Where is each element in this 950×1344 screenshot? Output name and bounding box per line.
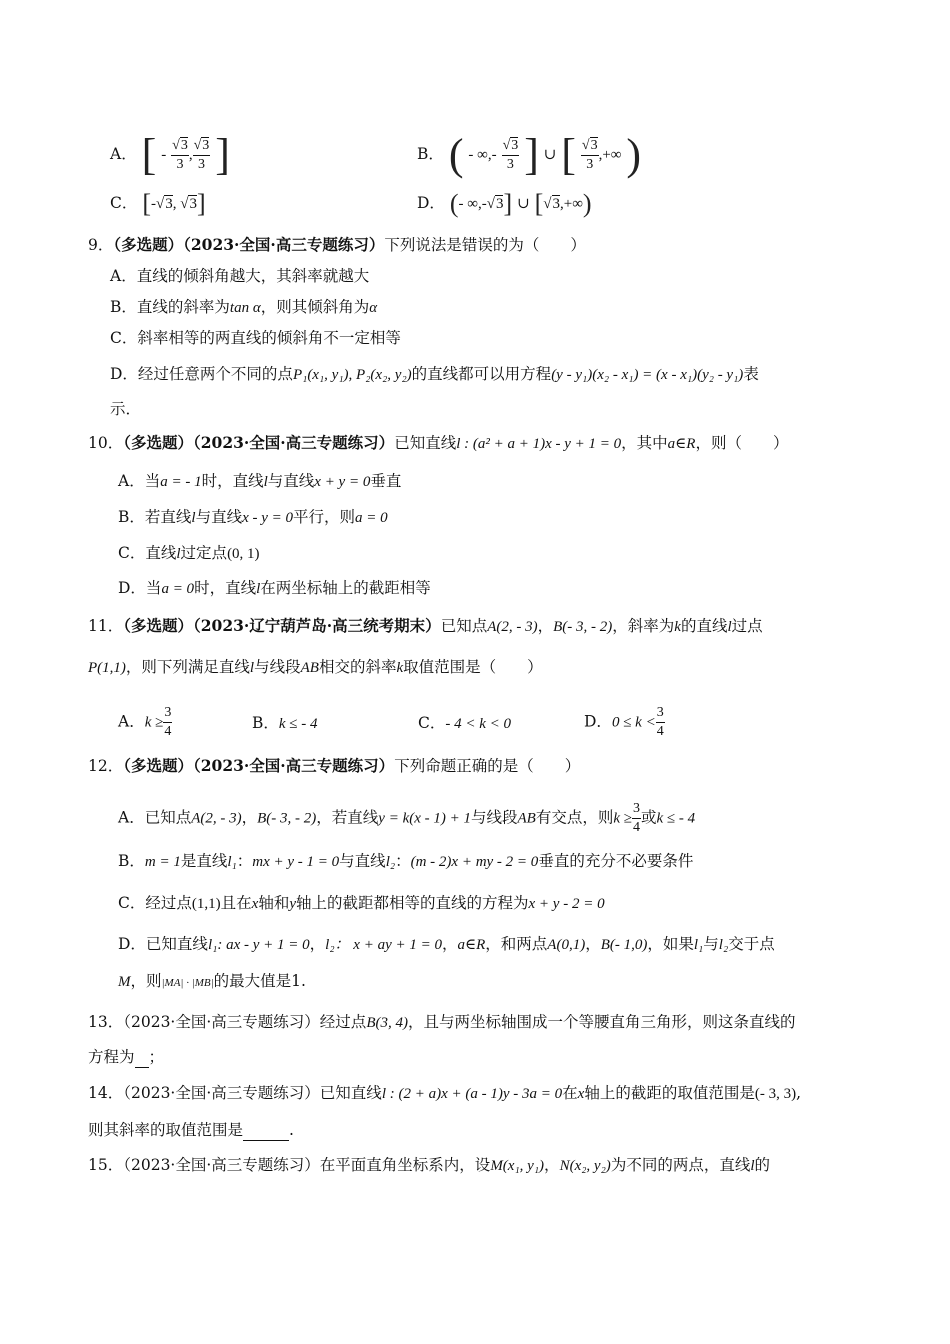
q12-option-a: A．已知点A(2, - 3)，B(- 3, - 2)，若直线y = k(x - 1) + 1与线段AB有交点，则k ≥ $\frac{3}{4}$ 或k ≤ - 4 — [118, 801, 696, 835]
q12-option-d-cont: M，则|MA| · |MB|的最大值是1. — [118, 972, 306, 990]
q8-option-d: D． (- ∞,-√3] ∪ [√3,+∞) — [417, 189, 592, 218]
right-bracket-icon: ] — [196, 189, 206, 218]
left-paren-icon: ( — [448, 130, 464, 179]
left-bracket-icon: [ — [141, 130, 157, 179]
q11-stem-cont: P(1,1)，则下列满足直线l与线段AB相交的斜率k取值范围是（ ） — [88, 658, 543, 676]
q14-stem-cont: 则其斜率的取值范围是 . — [88, 1121, 294, 1139]
q10-stem: 10．（多选题）（2023·全国·高三专题练习）已知直线l : (a² + a + 1)x - y + 1 = 0，其中a∈R，则（ ） — [88, 433, 789, 452]
q8-option-b: B． ( - ∞,- $\frac{√3}{3}$ ] ∪ [ $\frac{√3}{3}$ ,+∞ ) — [417, 130, 642, 179]
q11-option-c: C．- 4 < k < 0 — [418, 714, 512, 732]
right-bracket-icon: ] — [524, 130, 539, 179]
q11-option-b: B．k ≤ - 4 — [252, 714, 318, 732]
q9-option-b: B．直线的斜率为tan α，则其倾斜角为α — [110, 298, 378, 316]
fraction: $\frac{√3}{3}$ — [172, 137, 188, 172]
q11-stem: 11．（多选题）（2023·辽宁葫芦岛·高三统考期末）已知点A(2, - 3)，B(- 3, - 2)，斜率为k的直线l过点 — [88, 616, 763, 635]
q13-stem-cont: 方程为 ； — [88, 1048, 165, 1066]
right-paren-icon: ) — [626, 130, 642, 179]
q10-option-b: B．若直线l与直线x - y = 0平行，则a = 0 — [118, 508, 388, 526]
q8-option-c: C． [-√3, √3] — [110, 189, 206, 218]
q9-option-d-cont: 示． — [110, 400, 142, 418]
q9-option-c: C．斜率相等的两直线的倾斜角不一定相等 — [110, 329, 401, 347]
right-bracket-icon: ] — [215, 130, 230, 179]
answer-blank[interactable] — [135, 1051, 149, 1068]
q12-option-d: D．已知直线l₁: ax - y + 1 = 0，l₂： x + ay + 1 = 0，a∈R，和两点A(0,1)，B(- 1,0)，如果l₁与l₂交于点 — [118, 935, 775, 953]
q14-stem: 14．（2023·全国·高三专题练习）已知直线l : (2 + a)x + (a - 1)y - 3a = 0在x轴上的截距的取值范围是(- 3, 3), — [88, 1084, 802, 1102]
q9-option-a: A．直线的倾斜角越大，其斜率就越大 — [110, 267, 370, 285]
q9-stem: 9．（多选题）（2023·全国·高三专题练习）下列说法是错误的为（ ） — [88, 235, 586, 254]
q9-option-d: D．经过任意两个不同的点P₁(x₁, y₁), P₂(x₂, y₂)的直线都可以用方程(y - y₁)(x₂ - x₁) = (x - x₁)(y₂ - y₁)表 — [110, 365, 759, 383]
fraction: $\frac{√3}{3}$ — [193, 137, 210, 172]
q10-option-d: D．当a = 0时，直线l在两坐标轴上的截距相等 — [118, 579, 431, 597]
q11-option-a: A．k ≥ $\frac{3}{4}$ — [118, 705, 172, 739]
fraction: $\frac{√3}{3}$ — [502, 137, 519, 172]
q12-option-c: C．经过点(1,1)且在x轴和y轴上的截距都相等的直线的方程为x + y - 2 = 0 — [118, 894, 605, 912]
q13-stem: 13．（2023·全国·高三专题练习）经过点B(3, 4)，且与两坐标轴围成一个等腰直角三角形，则这条直线的 — [88, 1013, 796, 1031]
q12-stem: 12．（多选题）（2023·全国·高三专题练习）下列命题正确的是（ ） — [88, 756, 581, 775]
answer-blank[interactable] — [243, 1124, 289, 1141]
q11-option-d: D．0 ≤ k < $\frac{3}{4}$ — [584, 705, 664, 739]
q10-option-a: A．当a = - 1时，直线l与直线x + y = 0垂直 — [118, 472, 402, 490]
q8-option-a: A． [ - $\frac{√3}{3}$ , $\frac{√3}{3}$ ] — [110, 130, 230, 179]
q15-stem: 15．（2023·全国·高三专题练习）在平面直角坐标系内，设M(x₁, y₁)，N(x₂, y₂)为不同的两点，直线l的 — [88, 1156, 771, 1174]
q10-option-c: C．直线l过定点(0, 1) — [118, 544, 260, 562]
left-bracket-icon: [ — [142, 189, 151, 218]
q12-option-b: B．m = 1是直线l₁：mx + y - 1 = 0与直线l₂：(m - 2)x + my - 2 = 0垂直的充分不必要条件 — [118, 852, 694, 870]
left-bracket-icon: [ — [561, 130, 576, 179]
fraction: $\frac{√3}{3}$ — [581, 137, 598, 172]
